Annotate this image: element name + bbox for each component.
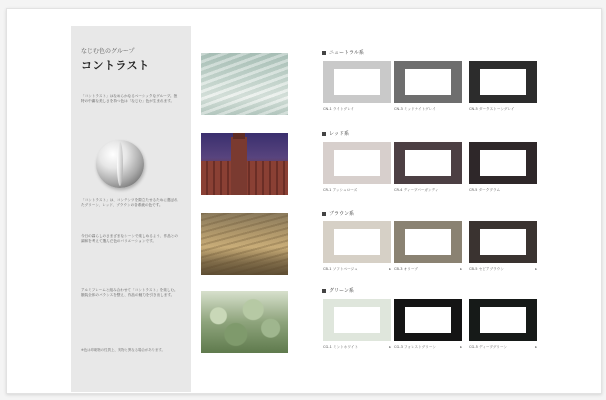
mat-caption: CB-3 オリーブ ▸ [394, 267, 462, 271]
arrow-right-icon: ▸ [460, 345, 462, 349]
intro-paragraph-3: 今日の暮らしのさまざまなシーンで楽しめるよう、作品との調和を考えて選んだ色のバリエーションです。 [81, 234, 178, 243]
mat-caption: CR-4 ディープバーガンディ [394, 188, 439, 192]
footnote: ※色は印刷物の性質上、実物と異なる場合があります。 [81, 348, 165, 352]
mat-caption: CG-5 ディープグリーン ▸ [469, 345, 537, 349]
mat-swatch [323, 61, 391, 103]
mat-swatch [394, 61, 462, 103]
mat-window [405, 69, 451, 95]
photo-desert-hills [201, 213, 288, 275]
square-bullet-icon [322, 212, 326, 216]
group-heading-neutral [322, 49, 364, 56]
intro-panel [71, 26, 191, 392]
mat-caption: CN-3 ミッドナイトグレイ [394, 107, 436, 111]
mat-swatch [469, 61, 537, 103]
group-heading-label: ニュートラル系 [329, 50, 364, 56]
mat-caption: CG-1 ミントホワイト ▸ [323, 345, 391, 349]
group-heading-label: ブラウン系 [329, 211, 355, 217]
arrow-right-icon: ▸ [389, 267, 391, 271]
mat-caption: CN-1 ライトグレイ [323, 107, 355, 111]
square-bullet-icon [322, 132, 326, 136]
page-title: コントラスト [81, 59, 150, 72]
mat-window [334, 307, 380, 333]
square-bullet-icon [322, 51, 326, 55]
tower-top [233, 133, 245, 139]
mat-caption: CG-3 フォレストグリーン ▸ [394, 345, 462, 349]
group-heading-label: グリーン系 [329, 288, 354, 294]
mat-window [480, 69, 526, 95]
mat-window [405, 150, 451, 176]
group-heading-green [322, 287, 354, 294]
intro-paragraph-1: 「コントラスト」はなめらかなるベーシックなグループ。独特の中庸な美しさを持つ色は「なじむ」色が生まれます。 [81, 94, 178, 103]
mat-swatch [323, 142, 391, 184]
mat-caption: CR-5 ダークプラム [469, 188, 501, 192]
mat-swatch [394, 299, 462, 341]
group-subtitle: なじむ色のグループ [81, 48, 135, 55]
sphere-highlight [117, 142, 123, 186]
mat-caption: CN-5 ダークストーングレイ [469, 107, 515, 111]
catalog-page [6, 8, 602, 394]
mat-window [334, 150, 380, 176]
mat-window [405, 229, 451, 255]
group-heading-red [322, 130, 349, 137]
arrow-right-icon: ▸ [460, 267, 462, 271]
group-heading-label: レッド系 [329, 131, 349, 137]
mat-window [480, 150, 526, 176]
photo-red-brick-building [201, 133, 288, 195]
mat-caption: CR-1 アッシュローズ [323, 188, 358, 192]
photo-pale-landscape [201, 53, 288, 115]
mat-swatch [394, 142, 462, 184]
mat-swatch [469, 142, 537, 184]
mat-swatch [323, 299, 391, 341]
arrow-right-icon: ▸ [389, 345, 391, 349]
photo-green-trees [201, 291, 288, 353]
mat-caption: CB-1 ソフトベージュ ▸ [323, 267, 391, 271]
mat-swatch [394, 221, 462, 263]
mat-window [334, 69, 380, 95]
mat-caption: CB-5 セピアブラウン ▸ [469, 267, 537, 271]
arrow-right-icon: ▸ [535, 267, 537, 271]
square-bullet-icon [322, 289, 326, 293]
mat-swatch [323, 221, 391, 263]
mat-window [405, 307, 451, 333]
intro-paragraph-4: アルミフレームと組み合わせて「コントラスト」を楽しむ。額装全体のバランスを整え、作品の魅力を引き出します。 [81, 288, 178, 297]
intro-paragraph-2: 「コントラスト」は、コンテンツを際立たせるために選ばれたグリーン、レッド、ブラウンの各系統の色です。 [81, 198, 178, 207]
sphere-icon [96, 140, 144, 188]
group-heading-brown [322, 210, 354, 217]
building-tower [231, 137, 247, 195]
mat-window [480, 229, 526, 255]
mat-window [480, 307, 526, 333]
arrow-right-icon: ▸ [535, 345, 537, 349]
mat-swatch [469, 299, 537, 341]
mat-window [334, 229, 380, 255]
mat-swatch [469, 221, 537, 263]
